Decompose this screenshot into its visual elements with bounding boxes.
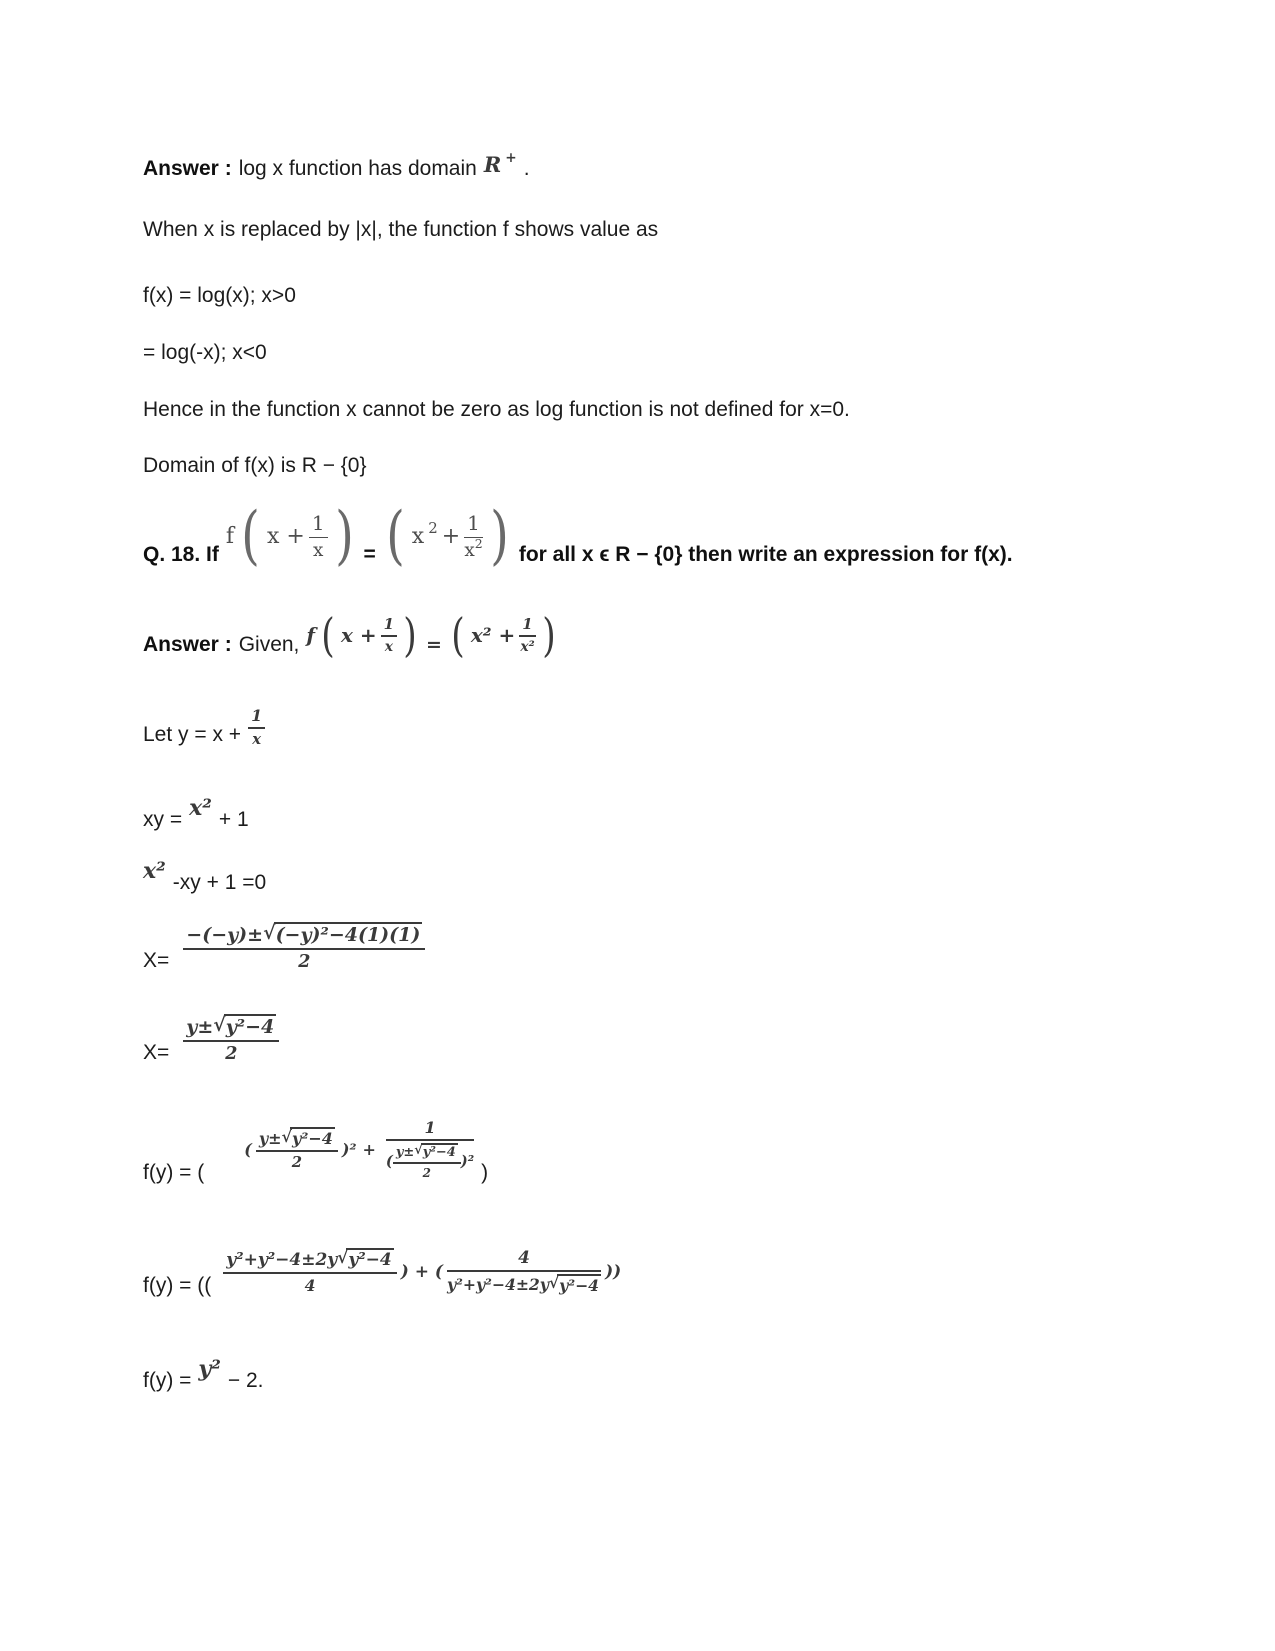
fraction-denominator: 4 [304,1276,316,1295]
x-equals-line-1 [143,922,425,974]
x2-line [143,858,266,896]
radicand: y²−4 [225,1016,275,1038]
answer-tail: . [523,157,530,180]
numerator-pre: y²+y²−4±2y [226,1250,338,1270]
square-superscript: 2 [428,518,438,537]
r-symbol: R [483,152,502,177]
fraction-numerator [256,1127,338,1152]
right-paren: ) [541,608,556,662]
numerator-pre: y± [395,1145,415,1160]
fx-log-line [143,282,296,309]
let-y-text: Let y = x + [143,723,242,746]
sqrt-sign: √ [281,1127,293,1146]
plus-superscript: + [505,149,517,166]
equals-sign: = [426,634,442,656]
fy-expansion-formula [244,1118,474,1180]
answer-label: Answer : [143,633,232,656]
y-squared-formula: y² [198,1356,221,1382]
x-squared-formula: x² [189,795,212,821]
closing-parens: )) [605,1261,622,1282]
right-paren: ) [334,499,354,573]
fraction-denominator [386,1141,474,1180]
radicand: y²−4 [422,1145,456,1160]
right-paren-squared: )² [460,1153,475,1170]
answer-text: log x function has domain [238,157,477,180]
q18-rhs-formula [383,499,512,573]
left-paren: ( [321,608,335,662]
radicand: y²−4 [559,1276,600,1295]
fy-line-3 [143,1356,263,1394]
x-base: x [411,523,425,549]
lhs-pre: x + [340,623,377,647]
log-neg-line [143,339,267,366]
fy-equals-text: f(y) = (( [143,1274,212,1297]
left-paren: ( [244,1139,252,1159]
hence-line [143,396,850,423]
term2-fraction [386,1118,474,1180]
x-equals-line-2 [143,1014,279,1066]
q18-rhs-fraction [464,511,483,561]
domain-text: Domain of f(x) is R − {0} [143,454,367,477]
fraction-numerator [183,1014,279,1042]
sqrt-sign: √ [263,922,276,944]
domain-line [143,452,367,479]
fraction-denominator: 2 [298,952,311,972]
left-paren: ( [385,1153,393,1170]
function-f: f [225,523,235,549]
fraction-numerator [393,1143,461,1164]
fy-equals-text: f(y) = ( [143,1161,205,1184]
sqrt-sign: √ [337,1248,349,1268]
answer-17-line [143,149,530,182]
fy-line-1 [143,1118,488,1186]
left-paren: ( [241,499,260,573]
right-paren: ) [403,608,417,662]
left-paren: ( [451,608,465,662]
fraction-denominator [447,1272,601,1295]
fraction-denominator: x [384,639,393,655]
question-18-line [143,499,1013,573]
right-paren: ) [489,499,509,573]
term1-fraction [223,1248,397,1295]
when-x-line [143,216,658,243]
xy-tail: + 1 [218,808,249,831]
x2-tail: -xy + 1 =0 [172,871,267,894]
fraction-numerator: 4 [447,1248,601,1272]
fy-equals-text: f(y) = [143,1369,192,1392]
fraction [248,706,265,748]
question-18-tail: for all x ϵ R − {0} then write an expression for f(x). [518,543,1013,566]
plus-sign: + [362,1139,376,1159]
fraction-numerator: 1 [386,1118,474,1141]
given-lhs-formula [306,608,419,662]
rhs-fraction [519,615,535,655]
plus-sign: + [441,523,461,549]
fraction-numerator: 1 [519,615,535,637]
x-base: x [464,540,475,561]
fraction [183,1014,279,1064]
r-plus-formula [483,149,517,177]
sqrt-sign: √ [414,1143,423,1158]
when-x-text: When x is replaced by |x|, the function f shows value as [143,218,659,241]
left-paren: ( [385,499,405,573]
fraction-numerator [223,1248,397,1274]
numerator-pre: y± [258,1129,282,1148]
q18-lhs-formula [225,499,357,573]
fraction-denominator: 2 [225,1044,238,1064]
term1-fraction [256,1127,338,1171]
fy-closing-paren: ) [481,1161,489,1184]
q18-lhs-pre: x + [266,523,305,549]
quadratic-formula [183,922,425,972]
fy-line-2 [143,1248,621,1299]
fraction-numerator: 1 [381,615,397,637]
term2-fraction [447,1248,601,1295]
xy-line [143,795,249,833]
fraction-denominator: x² [520,639,535,655]
fraction-numerator [183,922,425,950]
x-equals-text: X= [143,949,170,972]
middle-parens: ) + ( [400,1261,443,1282]
sqrt-sign: √ [213,1014,226,1036]
rhs-pre: x² + [470,623,516,647]
nested-fraction [393,1143,461,1180]
equals-sign: = [363,543,376,566]
fraction-numerator: 1 [309,511,328,538]
question-18-label: Q. 18. If [143,543,219,566]
xy-text: xy = [143,808,183,831]
radicand: y²−4 [348,1250,392,1270]
hence-text: Hence in the function x cannot be zero as log function is not defined for x=0. [143,398,850,421]
fraction-denominator [464,538,483,561]
q18-lhs-fraction [309,511,328,561]
fraction-denominator: 2 [291,1154,302,1171]
denominator-pre: y²+y²−4±2y [446,1275,549,1294]
numerator-pre: y± [186,1016,214,1038]
one-over-x-fraction [248,706,265,748]
radicand: (−y)²−4(1)(1) [275,924,421,946]
fraction-denominator: 2 [422,1166,431,1180]
numerator-pre: −(−y)± [186,924,264,946]
fraction-numerator: 1 [464,511,483,538]
lhs-fraction [381,615,397,655]
fy-simplified-formula [223,1248,621,1295]
answer-label: Answer : [143,157,232,180]
fraction-numerator: 1 [248,706,265,729]
fraction-denominator: x [252,731,262,748]
x-solution-formula [183,1014,279,1064]
fraction-denominator: x [313,540,324,561]
log-neg-text: = log(-x); x<0 [143,341,267,364]
radicand: y²−4 [292,1129,333,1148]
right-paren-squared: )² [341,1139,357,1159]
square-superscript: 2 [474,536,483,552]
x-equals-text: X= [143,1041,170,1064]
x-squared-formula: x² [143,858,166,884]
fy-tail: − 2. [227,1369,264,1392]
fx-log-text: f(x) = log(x); x>0 [143,284,296,307]
sqrt-sign: √ [548,1273,560,1292]
function-f: f [306,623,315,647]
given-text: Given, [238,633,300,656]
answer-18-line [143,608,558,662]
given-rhs-formula [449,608,558,662]
let-y-line [143,706,265,748]
fraction [183,922,425,972]
